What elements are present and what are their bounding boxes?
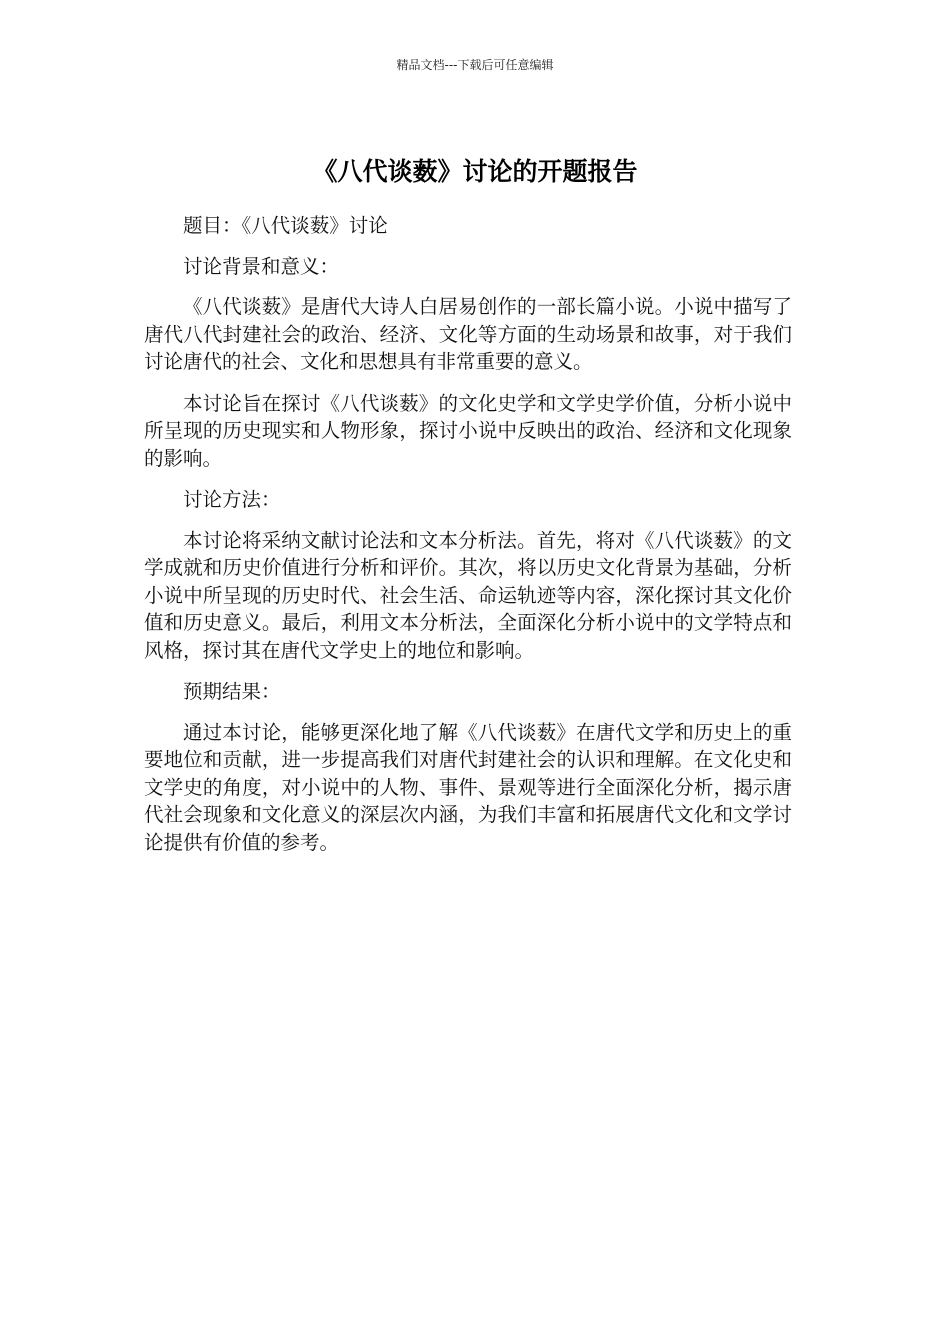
background-paragraph-1: 《八代谈薮》是唐代大诗人白居易创作的一部长篇小说。小说中描写了唐代八代封建社会的政治、经济、文化等方面的生动场景和故事，对于我们讨论唐代的社会、文化和思想具有非常重要的意义。 [144, 295, 792, 373]
results-heading: 预期结果： [183, 680, 281, 703]
document-title: 《八代谈薮》讨论的开题报告 [312, 156, 638, 186]
results-paragraph: 通过本讨论，能够更深化地了解《八代谈薮》在唐代文学和历史上的重要地位和贡献，进一步提高我们对唐代封建社会的认识和理解。在文化史和文学史的角度，对小说中的人物、事件、景观等进行全面深化分析，揭示唐代社会现象和文化意义的深层次内涵，为我们丰富和拓展唐代文化和文学讨论提供有价值的参考。 [144, 720, 792, 854]
topic-line: 题目：《八代谈薮》讨论 [183, 214, 388, 237]
document-body [144, 212, 792, 870]
background-heading: 讨论背景和意义： [183, 254, 340, 278]
page-header: 精品文档---下载后可任意编辑 [396, 58, 554, 72]
background-paragraph-2: 本讨论旨在探讨《八代谈薮》的文化史学和文学史学价值，分析小说中所呈现的历史现实和人物形象，探讨小说中反映出的政治、经济和文化现象的影响。 [144, 391, 792, 470]
method-paragraph: 本讨论将采纳文献讨论法和文本分析法。首先，将对《八代谈薮》的文学成就和历史价值进行分析和评价。其次，将以历史文化背景为基础，分析小说中所呈现的历史时代、社会生活、命运轨迹等内容，深化探讨其文化价值和历史意义。最后，利用文本分析法，全面深化分析小说中的文学特点和风格，探讨其在唐代文学史上的地位和影响。 [144, 528, 792, 662]
method-heading: 讨论方法： [183, 488, 281, 511]
